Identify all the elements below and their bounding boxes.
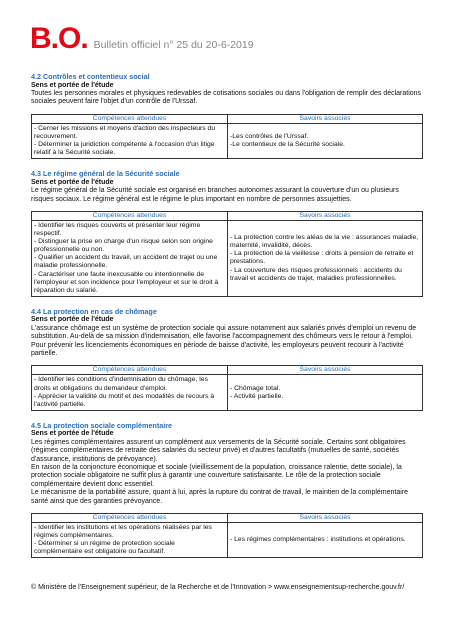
savoir-item: -Les contrôles de l'Urssaf. xyxy=(230,132,309,140)
competences-cell xyxy=(32,123,228,158)
competence-item: - Cerner les missions et moyens d'action des inspecteurs du recouvrement. xyxy=(34,124,216,140)
savoirs-cell xyxy=(228,123,423,158)
section-paragraph: L'assurance chômage est un système de protection sociale qui assure notamment aux salariés privés d'emploi un revenu de substitution. Au-delà de sa mission d'indemnisation, elle favorise l'accompagnement des chômeurs vers le retour à l'emploi. xyxy=(31,324,417,341)
savoir-item: -Le contentieux de la Sécurité sociale. xyxy=(230,141,345,148)
competence-item: - Identifier les risques couverts et présenter leur régime respectif. xyxy=(34,222,201,238)
header-savoirs: Savoirs associés xyxy=(228,114,423,123)
competence-item: - Identifier les conditions d'indemnisation du chômage, les droits et obligations du demandeur d'emploi. xyxy=(34,376,208,392)
competence-item: - Distinguer la prise en charge d'un risque selon son origine professionnelle ou non. xyxy=(34,238,213,254)
competence-item: - Déterminer la juridiction compétente à l'occasion d'un litige relatif à la Sécurité sociale. xyxy=(34,141,215,157)
savoirs-cell xyxy=(228,221,423,297)
competences-cell xyxy=(32,221,228,297)
competences-cell xyxy=(32,375,228,410)
competence-item: - Caractériser une faute inexcusable ou intentionnelle de l'employeur et son incidence pour l'employeur et sur le droit à réparation du salarié. xyxy=(34,270,219,294)
competence-item: - Déterminer si un régime de protection sociale complémentaire est obligatoire ou facultatif. xyxy=(34,540,175,556)
competence-item: - Qualifier un accident du travail, un accident de trajet ou une maladie professionnelle. xyxy=(34,254,218,270)
savoir-item: - La protection contre les aléas de la vie : assurances maladie, maternité, invalidité, décès. xyxy=(230,234,419,250)
header-savoirs: Savoirs associés xyxy=(228,366,423,375)
savoir-item: - Les régimes complémentaires : institutions et opérations. xyxy=(230,536,406,544)
header-savoirs: Savoirs associés xyxy=(228,212,423,221)
section-subtitle: Sens et portée de l'étude xyxy=(31,178,114,186)
section-subtitle: Sens et portée de l'étude xyxy=(31,430,114,438)
bulletin-title: Bulletin officiel n° 25 du 20-6-2019 xyxy=(93,39,254,51)
table-row xyxy=(32,375,423,410)
section-subtitle: Sens et portée de l'étude xyxy=(31,316,114,324)
header xyxy=(30,24,254,54)
section-paragraph: Le mécanisme de la portabilité assure, quant à lui, après la rupture du contrat de travail, le maintien de la complémentaire santé ainsi que des garanties prévoyance. xyxy=(31,489,409,505)
header-competences: Compétences attendues xyxy=(32,114,228,123)
table-row xyxy=(32,221,423,297)
savoir-item: - Activité partielle. xyxy=(230,392,284,400)
section-paragraph: Le régime général de la Sécurité sociale est organisé en branches autonomes assurant la couverture d'un ou plusieurs risques sociaux. Le régime général est le régime le plus important en nombre de personnes assujetties. xyxy=(31,187,399,203)
section-title: 4.5 La protection sociale complémentaire xyxy=(31,420,173,430)
table-header-row xyxy=(32,514,423,523)
competence-item: - Apprécier la validité du motif et des modalités de recours à l'activité partielle. xyxy=(34,392,215,408)
table-header-row xyxy=(32,212,423,221)
table-header-row xyxy=(32,366,423,375)
competences-table xyxy=(31,513,423,558)
competences-table xyxy=(31,114,423,159)
savoirs-cell xyxy=(228,375,423,410)
bo-logo: B.O. xyxy=(30,22,88,55)
header-savoirs: Savoirs associés xyxy=(228,514,423,523)
competences-cell xyxy=(32,523,228,558)
section-title: 4.2 Contrôles et contentieux social xyxy=(31,72,150,81)
savoir-item: - La protection de la vieillesse : droits à pension de retraite et prestations. xyxy=(230,250,414,266)
section-paragraph: Les régimes complémentaires assurent un complément aux versements de la Sécurité sociale. Certains sont obligatoires (régimes complémentaires de retraite des salariés du secteur privé) et d'autres facultatifs (mutuelles de santé, sociétés d'assurance, institutions de prévoyance). xyxy=(31,438,406,463)
footer-copyright: © Ministère de l'Enseignement supérieur, de la Recherche et de l'Innovation > www.enseignementsup-recherche.gouv.fr/ xyxy=(31,584,405,591)
content xyxy=(31,73,423,558)
competence-item: - Identifier les institutions et les opérations réalisées par les régimes complémentaires. xyxy=(34,524,212,540)
table-header-row xyxy=(32,114,423,123)
competences-table xyxy=(31,211,423,297)
section-subtitle: Sens et portée de l'étude xyxy=(31,81,114,89)
header-competences: Compétences attendues xyxy=(32,212,228,221)
section-title: 4.4 La protection en cas de chômage xyxy=(31,306,157,316)
savoir-item: - La couverture des risques professionnels : accidents du travail et accidents de trajet, maladies professionnelles. xyxy=(230,266,402,282)
table-row xyxy=(32,523,423,558)
savoirs-cell xyxy=(228,523,423,558)
section-paragraph: En raison de la conjoncture économique et sociale (vieillissement de la population, croissance ralentie, dette sociale), la protection sociale obligatoire ne suffit plus à garantir une couverture satisfaisante. Le rôle de la protection sociale complémentaire devient donc essentiel. xyxy=(31,464,402,488)
section-paragraph: Toutes les personnes morales et physiques redevables de cotisations sociales ou dans l'obligation de remplir des déclarations sociales peuvent faire l'objet d'un contrôle de l'Urssaf. xyxy=(31,90,422,106)
table-row xyxy=(32,123,423,158)
header-competences: Compétences attendues xyxy=(32,366,228,375)
section-title: 4.3 Le régime général de la Sécurité sociale xyxy=(31,169,180,179)
competences-table xyxy=(31,365,423,410)
section-paragraph: Pour prévenir les licenciements économiques en période de baisse d'activité, les employeurs peuvent recourir à l'activité partielle. xyxy=(31,341,404,358)
savoir-item: - Chômage total. xyxy=(230,384,281,392)
header-competences: Compétences attendues xyxy=(32,514,228,523)
